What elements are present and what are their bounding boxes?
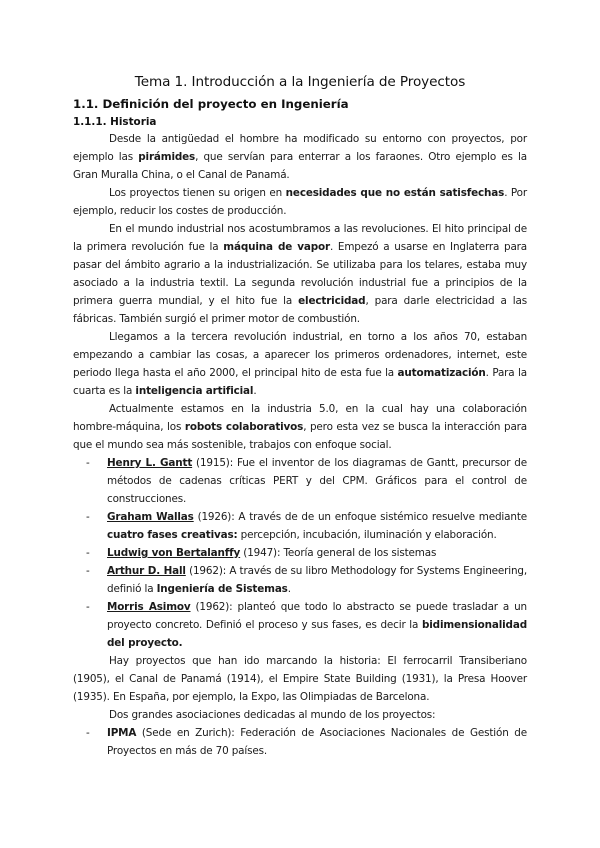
list-item: - Henry L. Gantt (1915): Fue el inventor de los diagramas de Gantt, precursor de métodos de cadenas críticas PERT y del CPM. Gráficos para el control de construcciones. bbox=[86, 457, 527, 505]
list-item: - IPMA (Sede en Zurich): Federación de Asociaciones Nacionales de Gestión de Proyectos en más de 70 países. bbox=[86, 727, 527, 757]
paragraph-third-revolution: Llegamos a la tercera revolución industrial, en torno a los años 70, estaban empezando a cambiar las cosas, a aparecer los primeros ordenadores, internet, este periodo llega hasta el año 2000, el principal hito de esta fue la automatización. Para la cuarta es la inteligencia artificial. bbox=[73, 331, 527, 397]
paragraph-historic-projects: Hay proyectos que han ido marcando la historia: El ferrocarril Transiberiano (1905), el Canal de Panamá (1914), el Empire State Building (1931), la Presa Hoover (1935). En España, por ejemplo, la Expo, las Olimpiadas de Barcelona. bbox=[73, 655, 527, 703]
person-name: Arthur D. Hall bbox=[107, 565, 186, 577]
paragraph-needs: Los proyectos tienen su origen en necesidades que no están satisfechas. Por ejemplo, reducir los costes de producción. bbox=[73, 187, 527, 217]
person-name: Graham Wallas bbox=[107, 511, 194, 523]
list-item: - Arthur D. Hall (1962): A través de su libro Methodology for Systems Engineering, definió la Ingeniería de Sistemas. bbox=[86, 565, 528, 595]
paragraph-industry-5: Actualmente estamos en la industria 5.0, en la cual hay una colaboración hombre-máquina, los robots colaborativos, pero esta vez se busca la interacción para que el mundo sea más sostenible, trabajos con enfoque social. bbox=[73, 403, 527, 451]
association-name: IPMA bbox=[107, 727, 137, 739]
paragraph-associations-intro: Dos grandes asociaciones dedicadas al mundo de los proyectos: bbox=[109, 709, 436, 721]
people-list bbox=[73, 454, 527, 652]
list-item: - Graham Wallas (1926): A través de de un enfoque sistémico resuelve mediante cuatro fases creativas: percepción, incubación, iluminación y elaboración. bbox=[86, 511, 527, 541]
person-name: Henry L. Gantt bbox=[107, 457, 193, 469]
list-item: - Morris Asimov (1962): planteó que todo lo abstracto se puede trasladar a un proyecto concreto. Definió el proceso y sus fases, es decir la bidimensionalidad del proyecto. bbox=[86, 601, 527, 649]
subsection-heading: 1.1.1. Historia bbox=[73, 116, 157, 128]
document-title: Tema 1. Introducción a la Ingeniería de Proyectos bbox=[134, 74, 466, 90]
person-name: Ludwig von Bertalanffy bbox=[107, 547, 241, 559]
list-item: - Ludwig von Bertalanffy (1947): Teoría general de los sistemas bbox=[86, 547, 437, 559]
section-heading: 1.1. Definición del proyecto en Ingeniería bbox=[73, 97, 349, 111]
paragraph-revolutions: En el mundo industrial nos acostumbramos a las revoluciones. El hito principal de la primera revolución fue la máquina de vapor. Empezó a usarse en Inglaterra para pasar del ámbito agrario a la industrialización. Se utilizaba para los telares, estaba muy asociado a la industria textil. La segunda revolución industrial fue a principios de la primera guerra mundial, y el hito fue la electricidad, para darle electricidad a las fábricas. También surgió el primer motor de combustión. bbox=[73, 223, 527, 325]
page-content bbox=[73, 74, 527, 760]
associations-list bbox=[73, 724, 527, 760]
person-name: Morris Asimov bbox=[107, 601, 191, 613]
paragraph-origins: Desde la antigüedad el hombre ha modificado su entorno con proyectos, por ejemplo las pirámides, que servían para enterrar a los faraones. Otro ejemplo es la Gran Muralla China, o el Canal de Panamá. bbox=[73, 133, 527, 181]
